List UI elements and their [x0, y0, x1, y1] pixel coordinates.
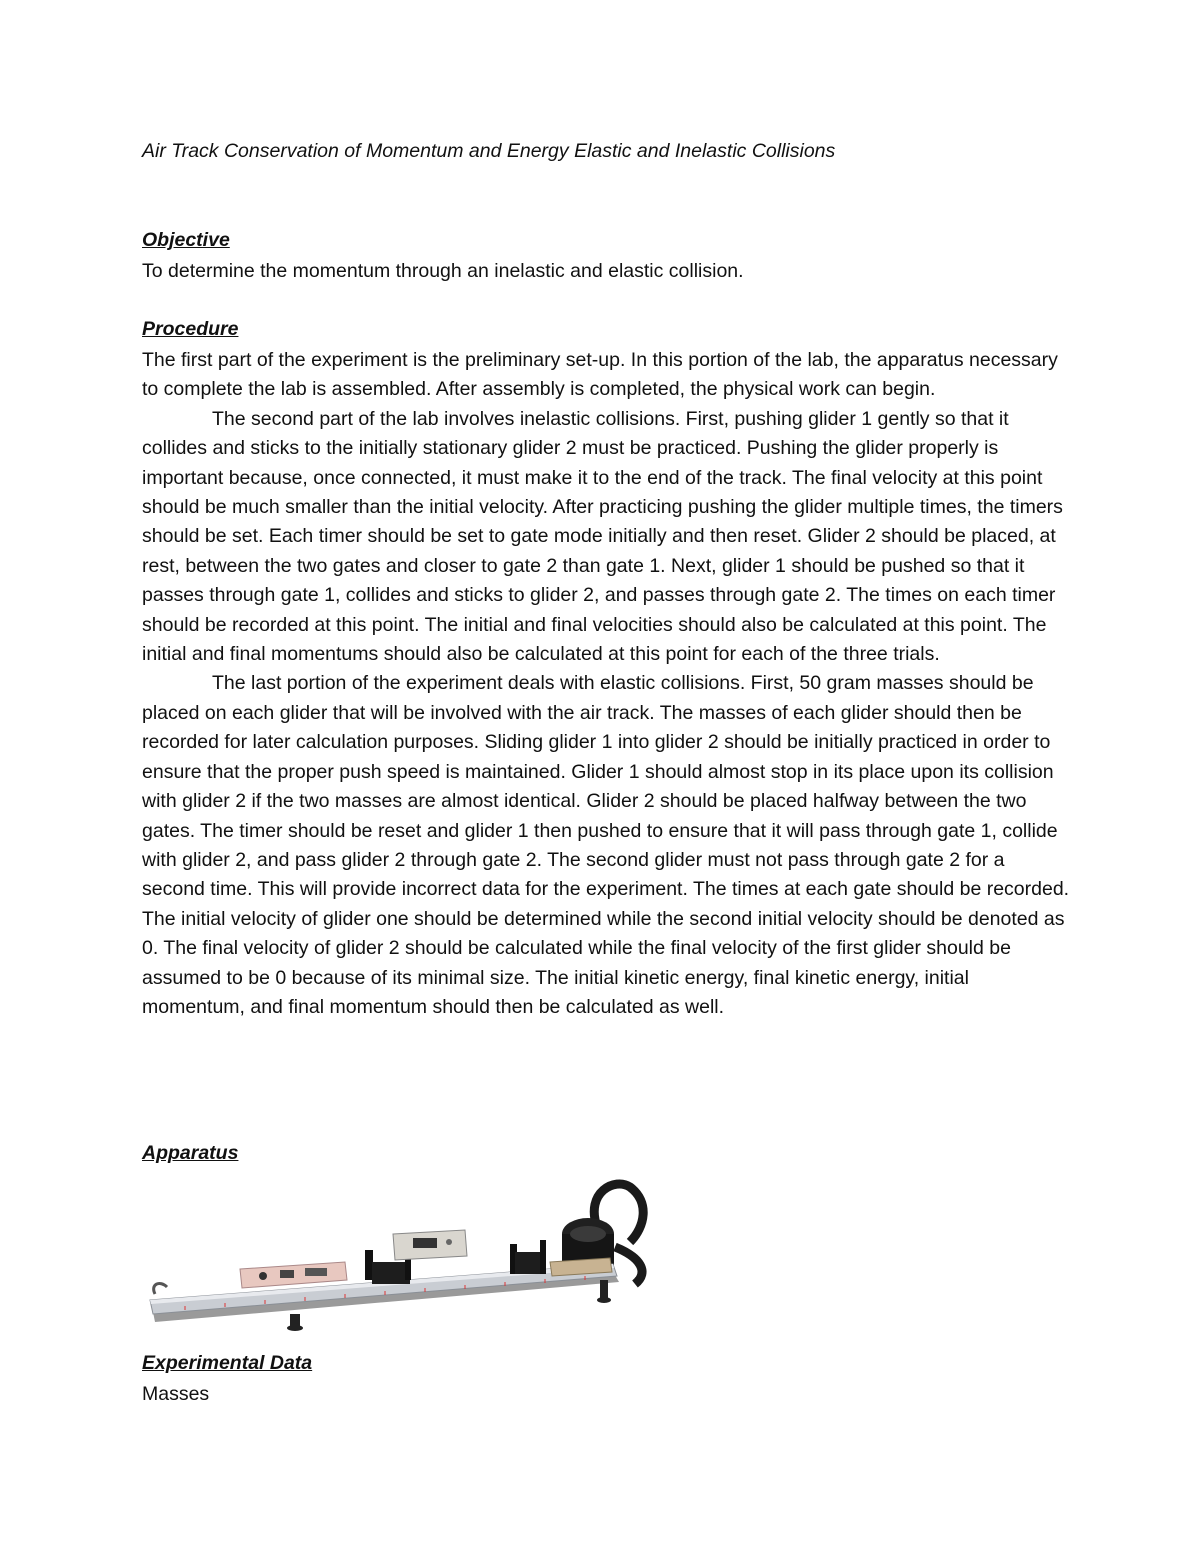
- objective-paragraph: To determine the momentum through an inelastic and elastic collision.: [142, 260, 744, 282]
- air-track-apparatus-image: [145, 1172, 665, 1337]
- experimental-data-text: [142, 1380, 1072, 1409]
- procedure-heading: Procedure: [142, 318, 239, 340]
- objective-text: [142, 257, 1072, 286]
- procedure-paragraph-3: The last portion of the experiment deals with elastic collisions. First, 50 gram masses should be placed on each glider that will be involved with the air track. The masses of each glider should then be recorded for later calculation purposes. Sliding glider 1 into glider 2 should be initially practiced in order to ensure that the proper push speed is maintained. Glider 1 should almost stop in its place upon its collision with glider 2 if the two masses are almost identical. Glider 2 should be placed halfway between the two gates. The timer should be reset and glider 1 then pushed to ensure that it will pass through gate 1, collide with glider 2, and pass glider 2 through gate 2. The second glider must not pass through gate 2 for a second time. This will provide incorrect data for the experiment. The times at each gate should be recorded. The initial velocity of glider one should be determined while the second initial velocity should be denoted as 0. The final velocity of glider 2 should be calculated while the final velocity of the first glider should be assumed to be 0 because of its minimal size. The initial kinetic energy, final kinetic energy, initial momentum, and final momentum should then be calculated as well.: [142, 672, 1070, 1018]
- apparatus-heading: Apparatus: [142, 1142, 239, 1164]
- document-title: Air Track Conservation of Momentum and Energy Elastic and Inelastic Collisions: [142, 140, 836, 162]
- procedure-paragraph-2: The second part of the lab involves inelastic collisions. First, pushing glider 1 gently so that it collides and sticks to the initially stationary glider 2 must be practiced. Pushing the glider properly is important because, once connected, it must make it to the end of the track. The final velocity at this point should be much smaller than the initial velocity. After practicing pushing the glider multiple times, the timers should be set. Each timer should be set to gate mode initially and then reset. Glider 2 should be placed, at rest, between the two gates and closer to gate 2 than gate 1. Next, glider 1 should be pushed so that it passes through gate 1, collides and sticks to glider 2, and passes through gate 2. The times on each timer should be recorded at this point. The initial and final velocities should also be calculated at this point. The initial and final momentums should also be calculated at this point for each of the three trials.: [142, 407, 1063, 666]
- masses-subheading: Masses: [142, 1383, 210, 1405]
- procedure-paragraph-1: The first part of the experiment is the preliminary set-up. In this portion of the lab, the apparatus necessary to complete the lab is assembled. After assembly is completed, the physical work can begin.: [142, 349, 1058, 401]
- experimental-data-heading: Experimental Data: [142, 1352, 313, 1374]
- objective-heading: Objective: [142, 229, 230, 251]
- procedure-text: [142, 346, 1072, 1022]
